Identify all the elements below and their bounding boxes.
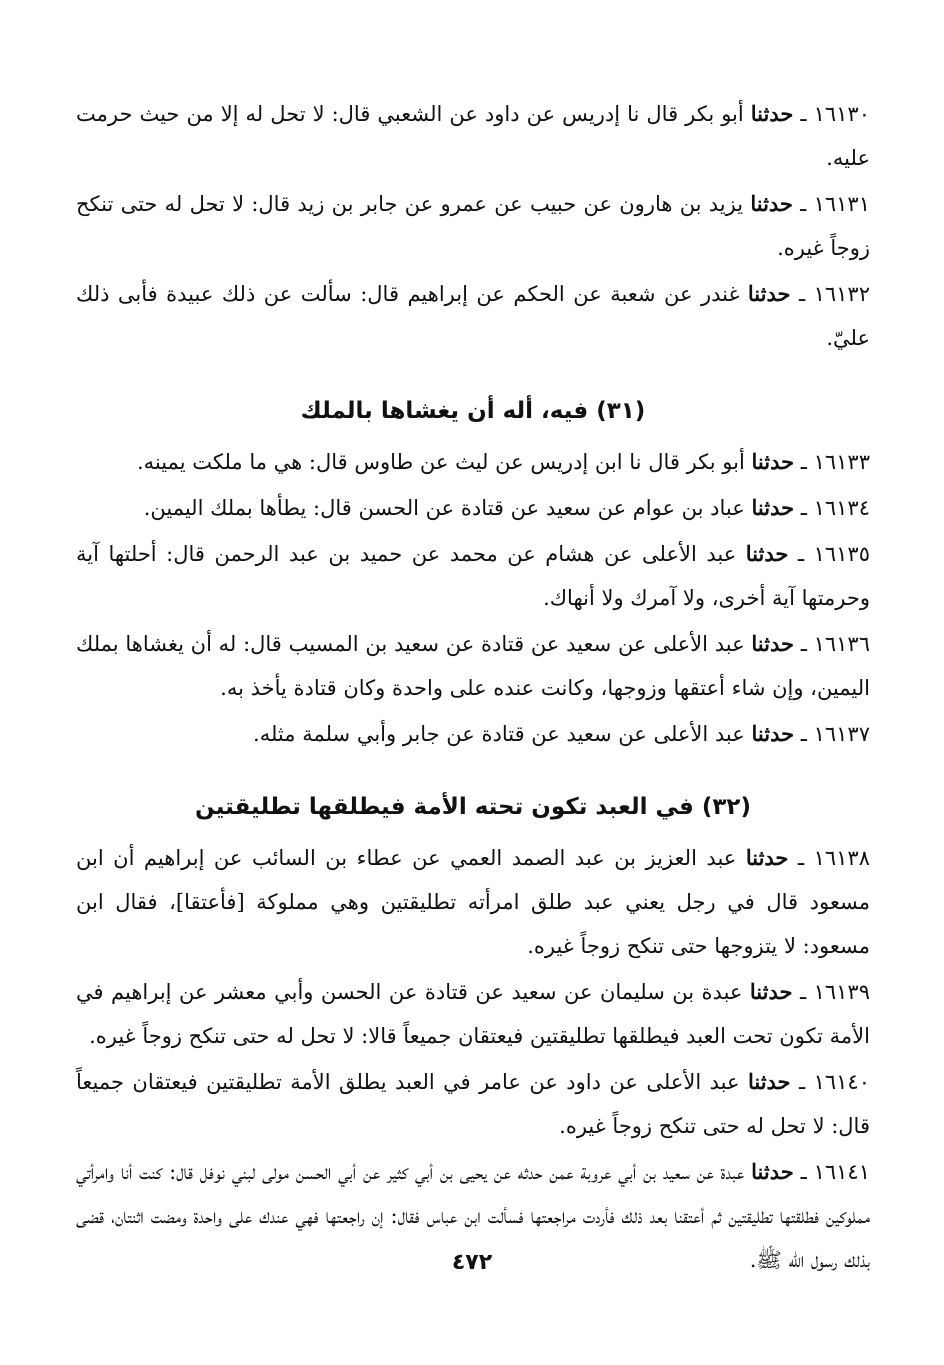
- hadith-text: أبو بكر قال نا إدريس عن داود عن الشعبي قال: لا تحل له إلا من حيث حرمت عليه.: [76, 102, 870, 170]
- hadith-entry: [76, 970, 870, 1058]
- hadith-keyword: حدثنا: [750, 191, 793, 216]
- hadith-keyword: حدثنا: [751, 495, 795, 520]
- hadith-keyword: حدثنا: [745, 845, 789, 870]
- hadith-group-c: [76, 836, 870, 1282]
- page-body: [76, 92, 870, 1284]
- hadith-keyword: حدثنا: [747, 281, 791, 306]
- hadith-text: عباد بن عوام عن سعيد عن قتادة عن الحسن قال: يطأها بملك اليمين.: [143, 496, 752, 520]
- hadith-entry: [76, 836, 870, 968]
- hadith-separator: ـ: [793, 1160, 814, 1184]
- hadith-group-a: [76, 92, 870, 360]
- hadith-entry: [76, 1060, 870, 1148]
- hadith-number: ١٦١٣٨: [813, 846, 870, 870]
- hadith-number: ١٦١٣٦: [813, 632, 870, 656]
- hadith-entry: [76, 622, 870, 710]
- hadith-group-b: [76, 440, 870, 756]
- hadith-number: ١٦١٣٢: [813, 282, 870, 306]
- hadith-keyword: حدثنا: [745, 541, 789, 566]
- hadith-text: أبو بكر قال نا ابن إدريس عن ليث عن طاوس قال: هي ما ملكت يمينه.: [136, 450, 752, 474]
- hadith-number: ١٦١٤١: [813, 1160, 870, 1184]
- hadith-entry: [76, 92, 870, 180]
- chapter-heading-32: (٣٢) في العبد تكون تحته الأمة فيطلقها تطليقتين: [195, 794, 751, 820]
- hadith-keyword: حدثنا: [751, 1159, 794, 1184]
- hadith-keyword: حدثنا: [751, 449, 795, 474]
- hadith-separator: ـ: [788, 542, 814, 566]
- hadith-number: ١٦١٣٤: [813, 496, 870, 520]
- hadith-number: ١٦١٣٥: [813, 542, 870, 566]
- hadith-text: عبد العزيز بن عبد الصمد العمي عن عطاء بن السائب عن إبراهيم أن ابن مسعود قال في رجل يعني عبد طلق امرأته تطليقتين وهي مملوكة [فأعتقا]، فقال ابن مسعود: لا يتزوجها حتى تنكح زوجاً غيره.: [76, 846, 870, 958]
- hadith-keyword: حدثنا: [751, 631, 794, 656]
- hadith-separator: ـ: [792, 980, 814, 1004]
- hadith-text: عبد الأعلى عن هشام عن محمد عن حميد بن عبد الرحمن قال: أحلتها آية وحرمتها آية أخرى، ولا آمرك ولا أنهاك.: [76, 542, 870, 610]
- hadith-number: ١٦١٣٩: [813, 980, 870, 1004]
- page-number: ٤٧٢: [451, 1250, 493, 1275]
- hadith-text: عبد الأعلى عن سعيد عن قتادة عن جابر وأبي سلمة مثله.: [253, 722, 752, 746]
- hadith-text: عبدة بن سليمان عن سعيد عن قتادة عن الحسن وأبي معشر عن إبراهيم في الأمة تكون تحت العبد فيطلقها تطليقتين فيعتقان جميعاً قالا: لا تحل له حتى تنكح زوجاً غيره.: [76, 980, 870, 1048]
- hadith-text: غندر عن شعبة عن الحكم عن إبراهيم قال: سألت عن ذلك عبيدة فأبى ذلك عليّ.: [76, 282, 870, 350]
- hadith-text: عبدة عن سعيد بن أبي عروبة عمن حدثه عن يحيى بن أبي كثير عن أبي الحسن مولى لبني نوفل قال: كنت أنا وامرأتي مملوكين فطلقتها تطليقتين ثم أعتقنا بعد ذلك فأردت مراجعتها فسألت ابن عباس فقال: إن راجعتها فهي عندك على واحدة ومضت اثنتان، قضى بذلك رسول الله ﷺ.: [76, 1160, 870, 1272]
- hadith-entry: [76, 532, 870, 620]
- hadith-keyword: حدثنا: [751, 721, 795, 746]
- hadith-separator: ـ: [792, 192, 814, 216]
- hadith-keyword: حدثنا: [747, 1069, 791, 1094]
- hadith-separator: ـ: [793, 102, 814, 126]
- hadith-keyword: حدثنا: [750, 101, 794, 126]
- hadith-number: ١٦١٣٧: [813, 722, 870, 746]
- hadith-separator: ـ: [790, 282, 814, 306]
- hadith-entry: [76, 182, 870, 270]
- hadith-separator: ـ: [790, 1070, 814, 1094]
- hadith-entry: [76, 712, 870, 756]
- hadith-number: ١٦١٣١: [813, 192, 870, 216]
- hadith-text: يزيد بن هارون عن حبيب عن عمرو عن جابر بن زيد قال: لا تحل له حتى تنكح زوجاً غيره.: [76, 192, 870, 260]
- hadith-separator: ـ: [794, 496, 814, 520]
- hadith-entry: [76, 486, 870, 530]
- hadith-number: ١٦١٤٠: [813, 1070, 870, 1094]
- hadith-separator: ـ: [794, 450, 814, 474]
- hadith-keyword: حدثنا: [749, 979, 793, 1004]
- hadith-text: عبد الأعلى عن سعيد عن قتادة عن سعيد بن المسيب قال: له أن يغشاها بملك اليمين، وإن شاء أعتقها وزوجها، وكانت عنده على واحدة وكان قتادة يأخذ به.: [76, 632, 870, 700]
- hadith-separator: ـ: [794, 722, 814, 746]
- chapter-heading-31: (٣١) فيه، أله أن يغشاها بالملك: [300, 398, 646, 424]
- hadith-text: عبد الأعلى عن داود عن عامر في العبد يطلق الأمة تطليقتين فيعتقان جميعاً قال: لا تحل له حتى تنكح زوجاً غيره.: [76, 1070, 870, 1138]
- hadith-entry: [76, 272, 870, 360]
- hadith-separator: ـ: [788, 846, 814, 870]
- hadith-separator: ـ: [793, 632, 814, 656]
- hadith-entry: [76, 440, 870, 484]
- hadith-number: ١٦١٣٠: [813, 102, 870, 126]
- hadith-number: ١٦١٣٣: [813, 450, 870, 474]
